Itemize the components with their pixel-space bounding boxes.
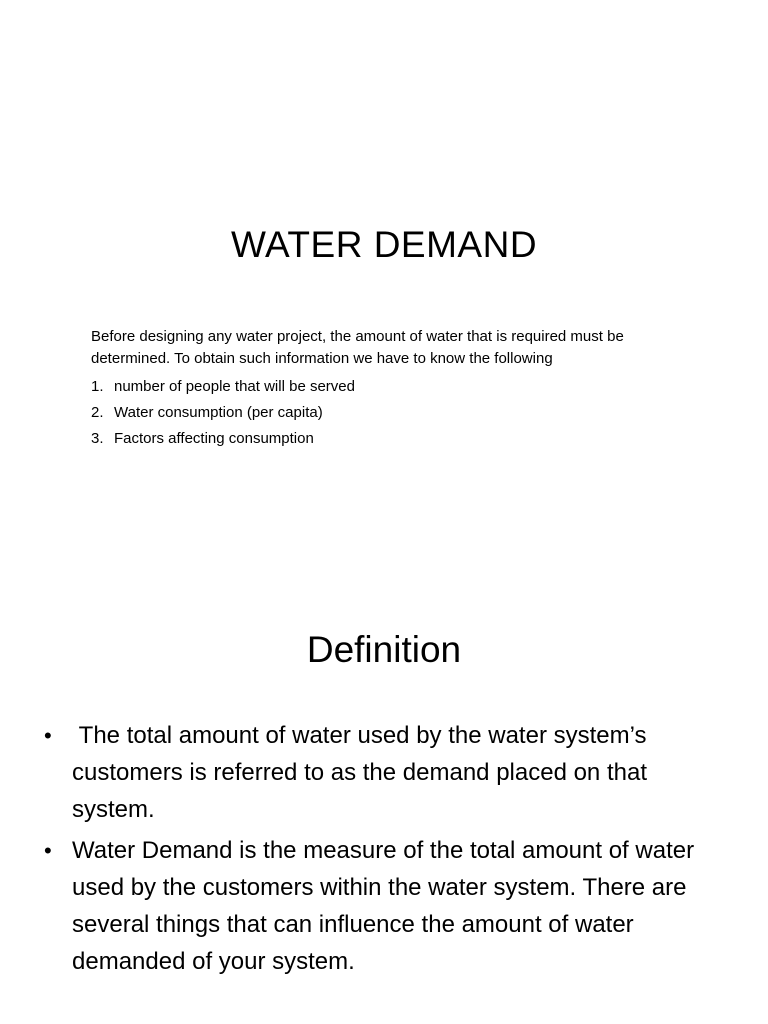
slide-title: Definition: [306, 629, 462, 670]
list-item-text: Factors affecting consumption: [114, 430, 314, 447]
bullet-icon: •: [44, 838, 52, 863]
list-number: 3.: [91, 430, 104, 447]
slide-definition: [0, 575, 768, 1024]
list-item-text: Water consumption (per capita): [114, 404, 323, 421]
bullet-item: [44, 717, 734, 828]
bullet-icon: •: [44, 723, 52, 748]
list-number: 1.: [91, 378, 104, 395]
list-item: [91, 400, 671, 426]
bullet-text: The total amount of water used by the water system’s customers is referred to as the demand placed on that system.: [72, 722, 654, 823]
intro-block: [91, 326, 671, 452]
slide-title: WATER DEMAND: [230, 224, 538, 265]
bullet-text: Water Demand is the measure of the total amount of water used by the customers within the water system. There are several things that can influence the amount of water demanded of your system.: [72, 837, 695, 975]
list-number: 2.: [91, 404, 104, 421]
bullet-item: [44, 832, 734, 980]
list-item-text: number of people that will be served: [114, 378, 355, 395]
list-item: [91, 374, 671, 400]
intro-paragraph: Before designing any water project, the amount of water that is required must be determined. To obtain such information we have to know the following: [91, 328, 624, 367]
definition-bullets: [44, 717, 734, 984]
requirements-list: [91, 374, 671, 452]
list-item: [91, 426, 671, 452]
